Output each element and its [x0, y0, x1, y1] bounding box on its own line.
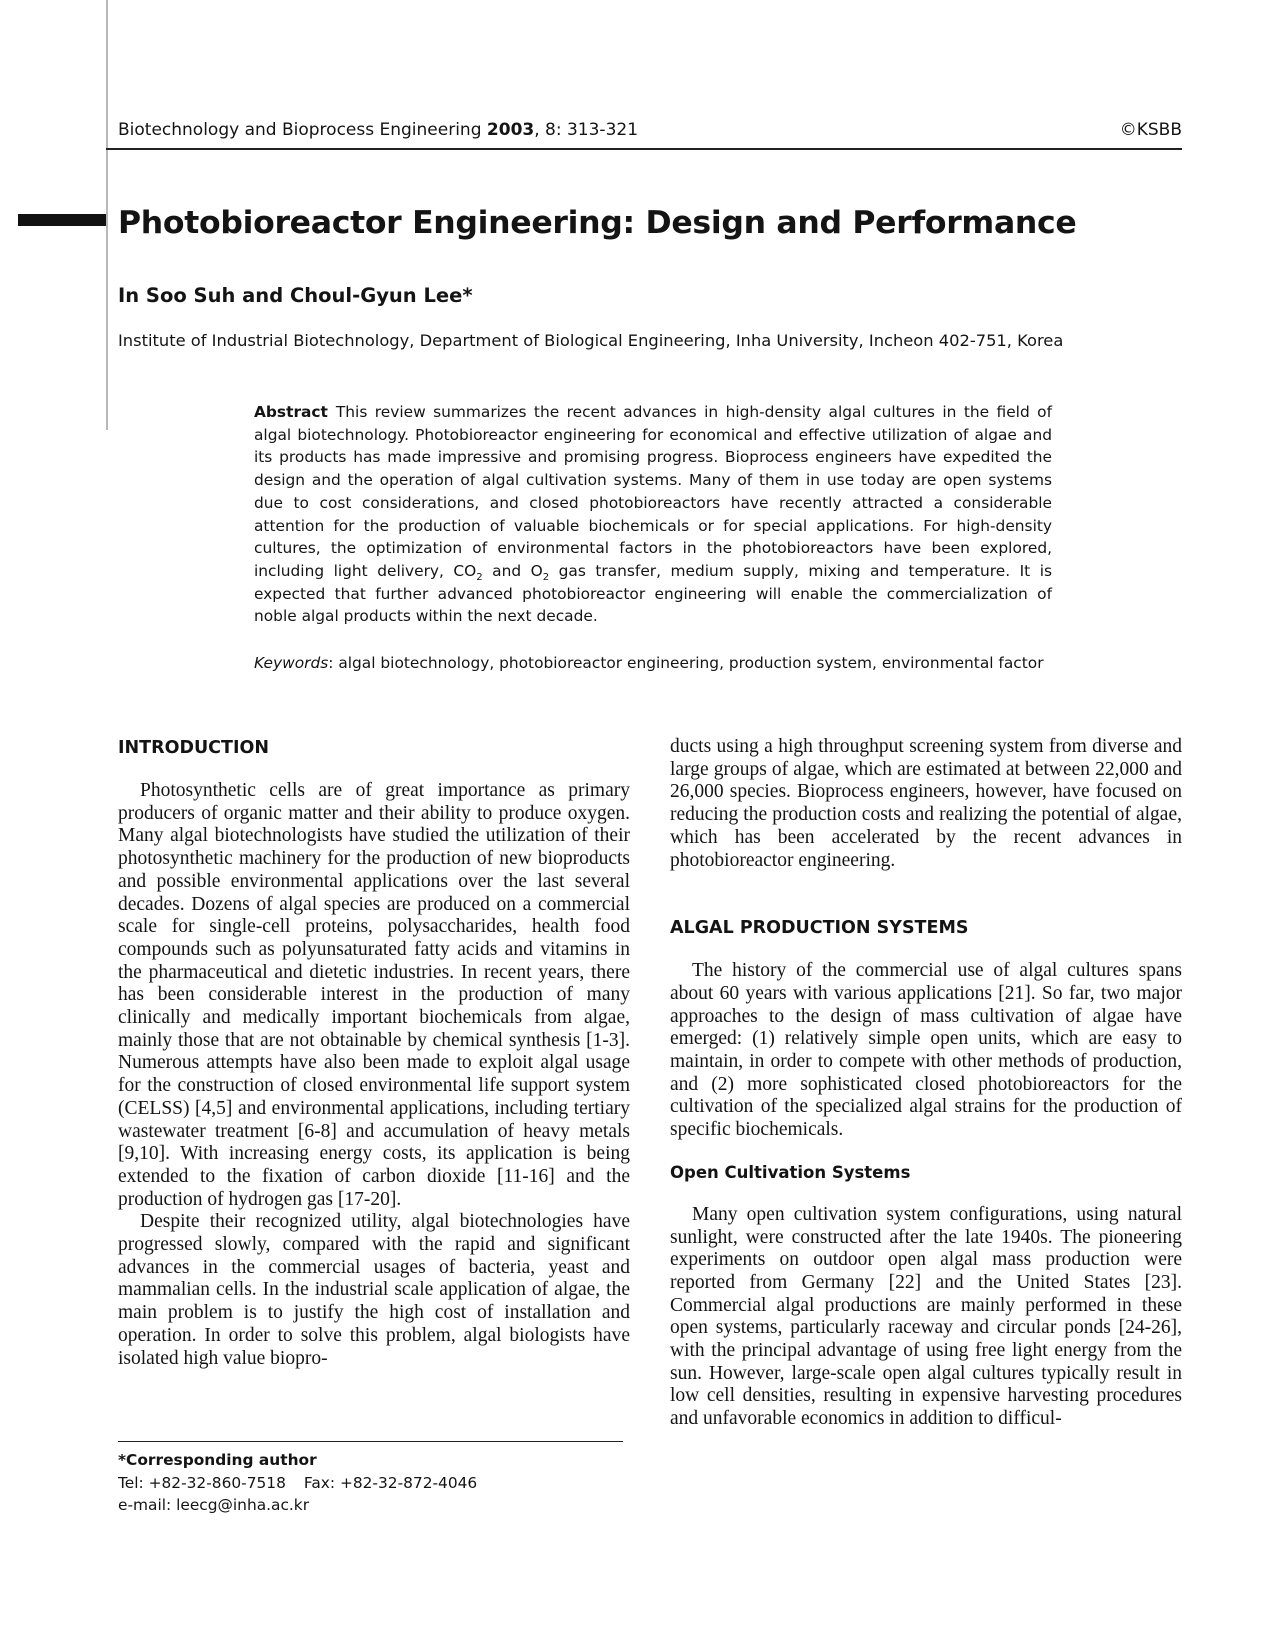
publisher-mark: ©KSBB: [1119, 120, 1182, 140]
o2-subscript: 2: [542, 572, 550, 583]
title-marker-bar: [18, 214, 106, 226]
header-rule: [106, 148, 1182, 150]
fax-number: Fax: +82-32-872-4046: [303, 1473, 478, 1492]
introduction-paragraph-2-part-1: Despite their recognized utility, algal biotechnologies have progressed slowly, compared with the rapid and significant advances in the commercial usages of bacteria, yeast and mammalian cells. In the industrial scale application of algae, the main problem is to justify the high cost of installation and operation. In order to solve this problem, algal biologists have isolated high value biopro-: [118, 1211, 630, 1369]
left-column: [118, 736, 630, 1370]
open-cultivation-heading: Open Cultivation Systems: [670, 1162, 911, 1182]
journal-volume-pages: , 8: 313-321: [534, 120, 639, 140]
phone-number: Tel: +82-32-860-7518: [118, 1473, 286, 1492]
keywords-label: Keywords: [254, 654, 329, 672]
journal-year: 2003: [486, 120, 535, 140]
abstract-block: [254, 401, 1052, 628]
corresponding-author-label: *Corresponding author: [118, 1451, 317, 1469]
keywords-block: [254, 652, 1052, 675]
left-margin-rule: [106, 0, 108, 430]
email-address: e-mail: leecg@inha.ac.kr: [118, 1496, 310, 1515]
author-line: In Soo Suh and Choul-Gyun Lee*: [118, 284, 473, 307]
algal-production-paragraph-1: The history of the commercial use of algal cultures spans about 60 years with various applications [21]. So far, two major approaches to the design of mass cultivation of algae have emerged: (1) relatively simple open units, which are easy to maintain, in order to compete with other methods of production, and (2) more sophisticated closed photobioreactors for the cultivation of the specialized algal strains for the production of specific biochemicals.: [670, 960, 1182, 1141]
introduction-paragraph-2-part-2: ducts using a high throughput screening system from diverse and large groups of algae, which are estimated at between 22,000 and 26,000 species. Bioprocess engineers, however, have focused on reducing the production costs and realizing the potential of algae, which has been accelerated by the recent advances in photobioreactor engineering.: [670, 736, 1182, 871]
abstract-text-3: gas transfer, medium supply, mixing and temperature. It is expected that further advanced photobioreactor engineering will enable the commercialization of noble algal products within the next decade.: [254, 561, 1052, 626]
journal-name: Biotechnology and Bioprocess Engineering: [118, 120, 482, 140]
co2-subscript: 2: [476, 572, 483, 583]
keywords-text: : algal biotechnology, photobioreactor engineering, production system, environmental factor: [328, 654, 1044, 672]
introduction-heading: INTRODUCTION: [118, 738, 269, 758]
abstract-text-1: This review summarizes the recent advances in high-density algal cultures in the field of algal biotechnology. Photobioreactor engineering for economical and effective utilization of algae and its products has made impressive and promising progress. Bioprocess engineers have expedited the design and the operation of algal cultivation systems. Many of them in use today are open systems due to cost considerations, and closed photobioreactors have recently attracted a considerable attention for the production of valuable biochemicals or for special applications. For high-density cultures, the optimization of environmental factors in the photobioreactors have been explored, including light delivery, CO: [254, 403, 1052, 580]
journal-citation: [118, 120, 638, 140]
footnote-rule: [118, 1441, 623, 1442]
abstract-label: Abstract: [254, 403, 328, 421]
open-cultivation-paragraph-1: Many open cultivation system configurations, using natural sunlight, were constructed after the late 1940s. The pioneering experiments on outdoor open algal mass production were reported from Germany [22] and the United States [23]. Commercial algal productions are mainly performed in these open systems, particularly raceway and circular ponds [24-26], with the principal advantage of using free light energy from the sun. However, large-scale open algal cultures typically result in low cell densities, resulting in expensive harvesting procedures and unfavorable economics in addition to difficul-: [670, 1203, 1182, 1430]
footnote-block: [118, 1449, 638, 1517]
paper-title: Photobioreactor Engineering: Design and Performance: [118, 205, 1077, 241]
running-header: [118, 120, 1182, 140]
affiliation: Institute of Industrial Biotechnology, Department of Biological Engineering, Inha University, Incheon 402-751, Korea: [118, 331, 1064, 350]
algal-production-heading: ALGAL PRODUCTION SYSTEMS: [670, 918, 969, 939]
introduction-paragraph-1: Photosynthetic cells are of great importance as primary producers of organic matter and their ability to produce oxygen. Many algal biotechnologists have studied the utilization of their photosynthetic machinery for the production of new bioproducts and possible environmental applications over the last several decades. Dozens of algal species are produced on a commercial scale for single-cell proteins, polysaccharides, health food compounds such as polyunsaturated fatty acids and vitamins in the pharmaceutical and dietetic industries. In recent years, there has been considerable interest in the production of many clinically and medically important biochemicals from algae, mainly those that are not obtainable by chemical synthesis [1-3]. Numerous attempts have also been made to exploit algal usage for the construction of closed environmental life support system (CELSS) [4,5] and environmental applications, including tertiary wastewater treatment [6-8] and accumulation of heavy metals [9,10]. With increasing energy costs, its application is being extended to the fixation of carbon dioxide [11-16] and the production of hydrogen gas [17-20].: [118, 780, 630, 1210]
abstract-text-2: and O: [482, 561, 543, 580]
right-column: [670, 736, 1182, 1431]
contact-phone-line: [118, 1472, 638, 1495]
